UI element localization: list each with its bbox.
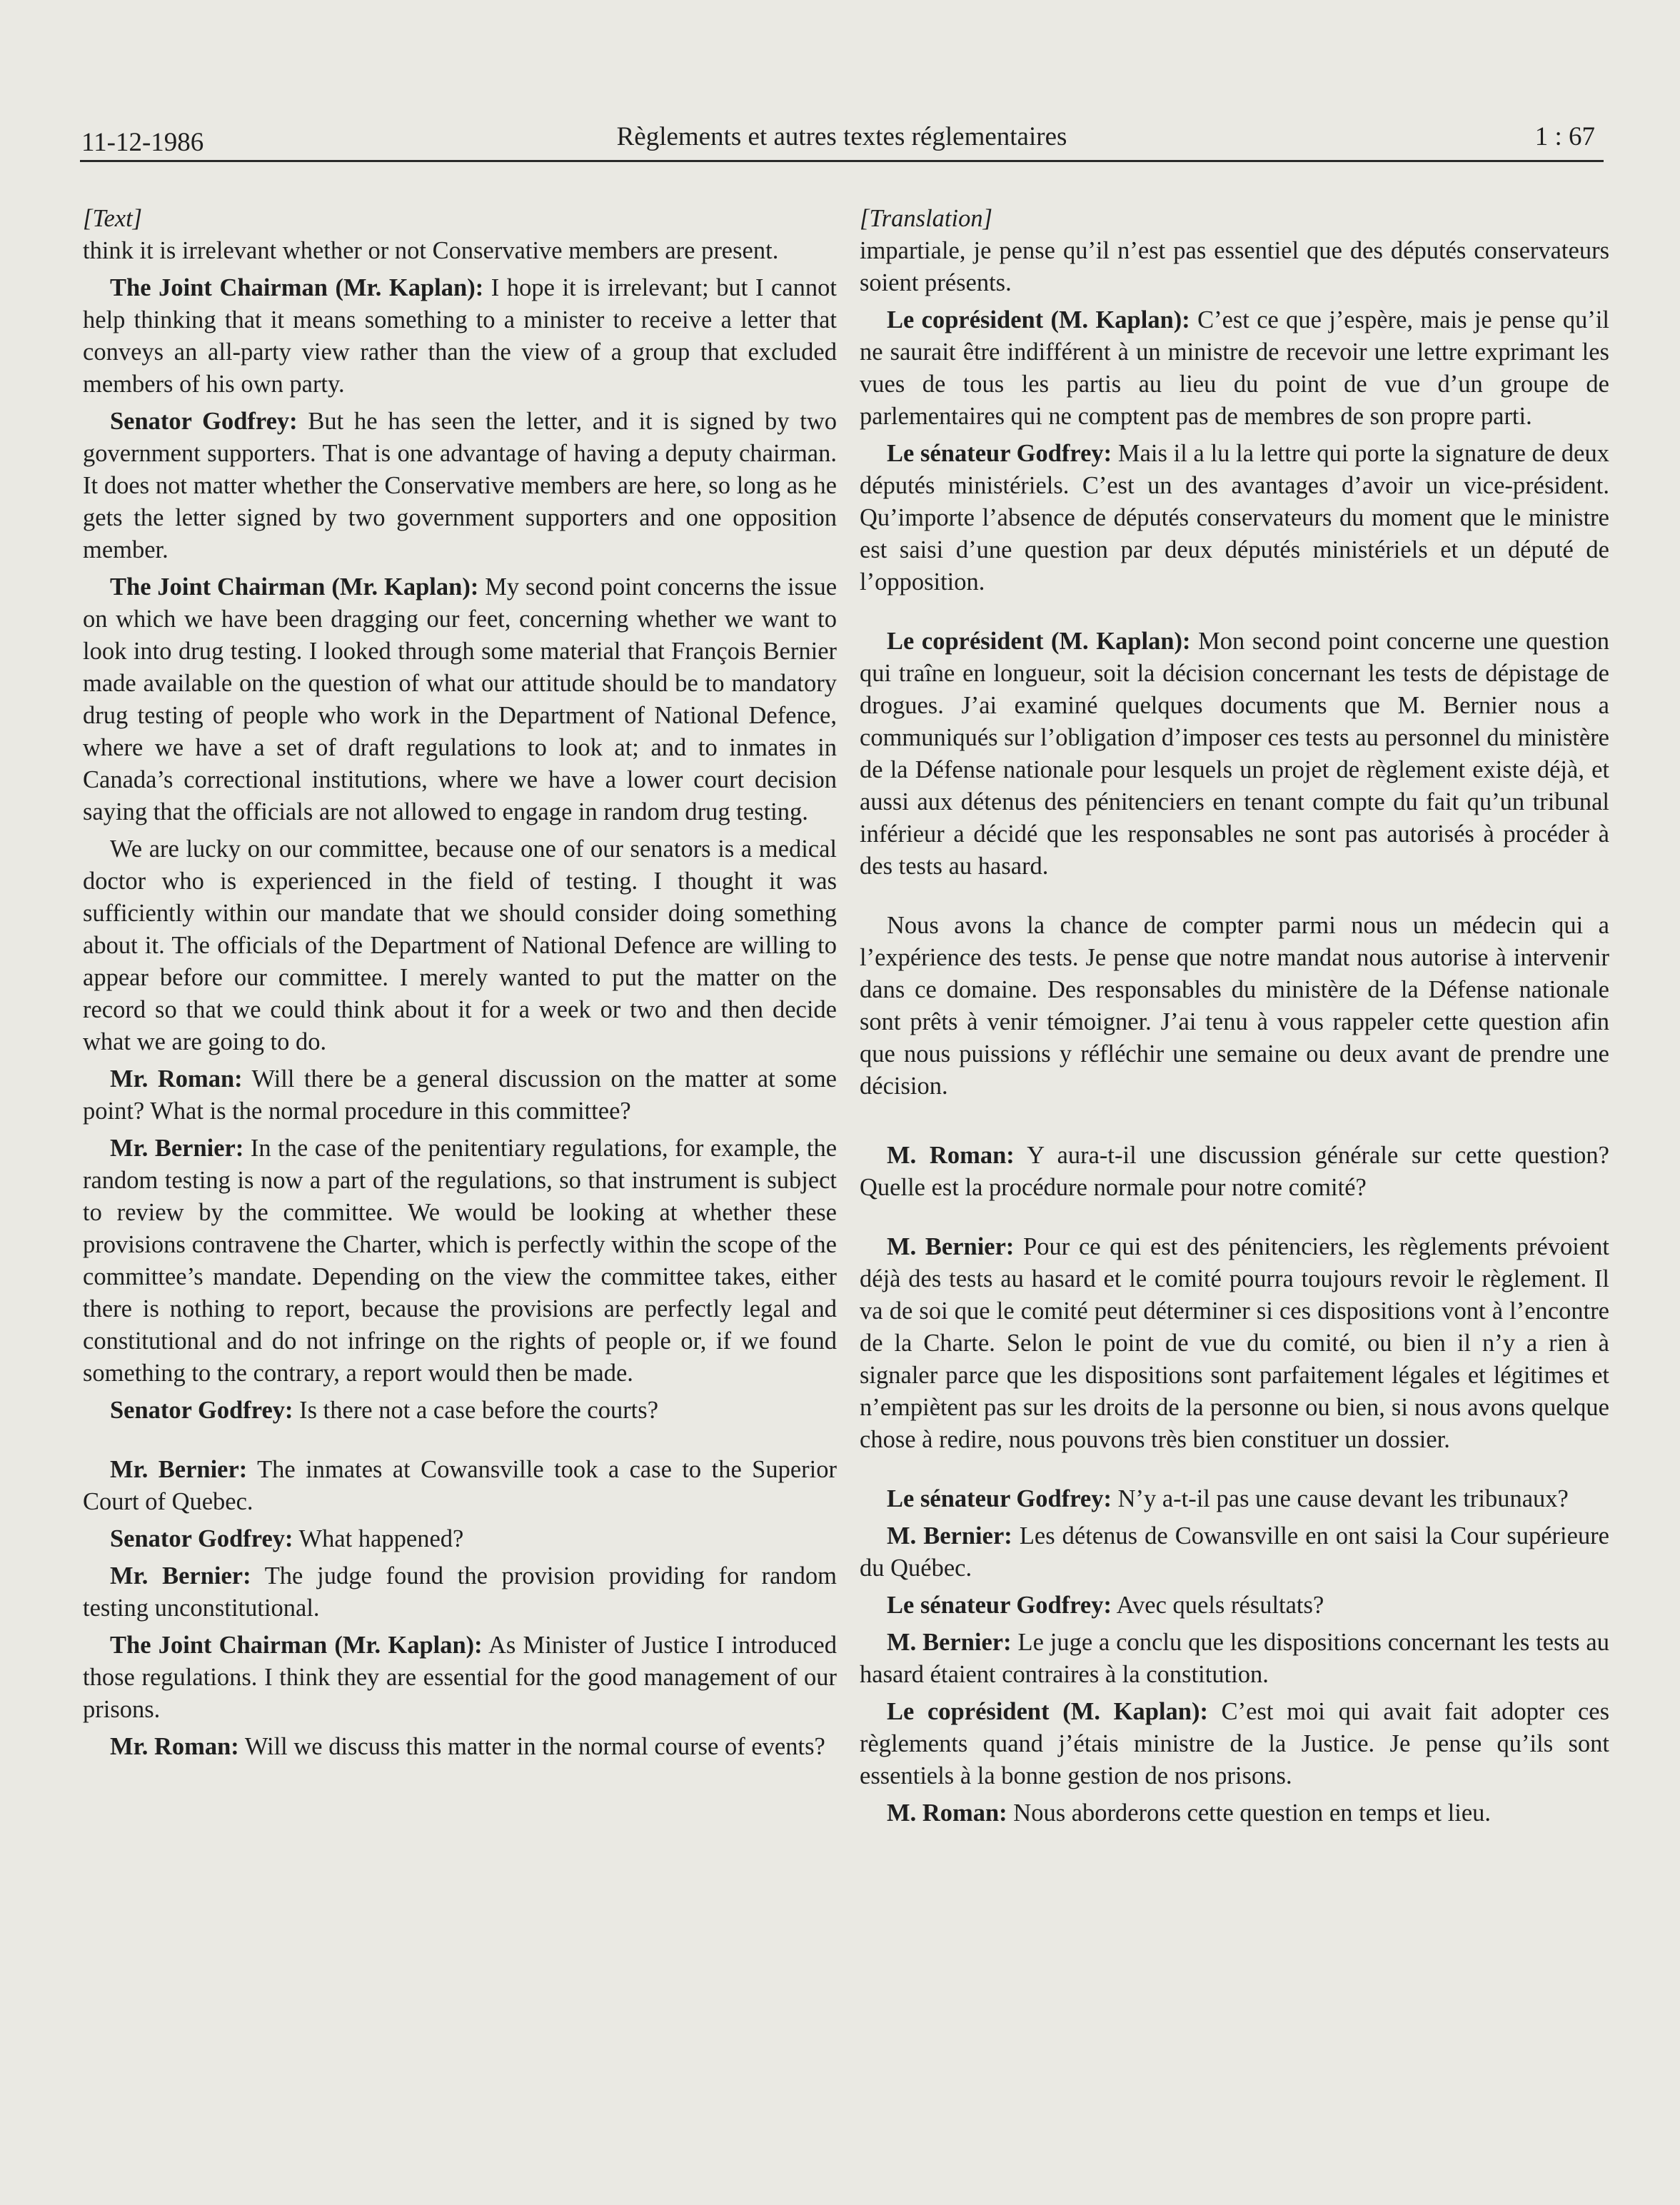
paragraph: Mr. Roman: Will we discuss this matter in the normal course of events? bbox=[110, 1733, 825, 1760]
paragraph: M. Bernier: Le juge a conclu que les dispositions concernant les tests au hasard étaient contraires à la constitution. bbox=[860, 1629, 1609, 1688]
paragraph: Senator Godfrey: Is there not a case before the courts? bbox=[110, 1397, 659, 1424]
paragraph: Mr. Bernier: The inmates at Cowansville took a case to the Superior Court of Quebec. bbox=[83, 1456, 837, 1515]
paragraph: M. Roman: Y aura-t-il une discussion générale sur cette question? Quelle est la procédure normale pour notre comité? bbox=[860, 1142, 1609, 1201]
paragraph: M. Bernier: Pour ce qui est des pénitenciers, les règlements prévoient déjà des tests au hasard et le comité pourra toujours revoir le règlement. Il va de soi que le comité peut déterminer si ces dispositions vont à l’encontre de la Charte. Selon le point de vue du comité, ou bien il n’y a rien à signaler parce que les dispositions sont parfaitement légales et légitimes et n’empiètent pas sur les droits de la personne ou bien, si nous avons quelque chose à redire, nous pouvons très bien constituer un dossier. bbox=[860, 1233, 1610, 1453]
paragraph: The Joint Chairman (Mr. Kaplan): I hope it is irrelevant; but I cannot help thinking that it means something to a minister to receive a letter that conveys an all-party view rather than the view of a group that excluded members of his own party. bbox=[83, 274, 838, 398]
french-column bbox=[860, 197, 1609, 1834]
paragraph: impartiale, je pense qu’il n’est pas essentiel que des députés conservateurs soient présents. bbox=[860, 237, 1609, 296]
paragraph: Senator Godfrey: What happened? bbox=[110, 1525, 464, 1552]
paragraph: Le coprésident (M. Kaplan): C’est ce que j’espère, mais je pense qu’il ne saurait être indifférent à un ministre de recevoir une lettre exprimant les vues de tous les partis au lieu du point de vue d’un groupe de parlementaires qui ne comptent pas de membres de son propre parti. bbox=[860, 306, 1610, 430]
paragraph: Senator Godfrey: But he has seen the letter, and it is signed by two government supporters. That is one advantage of having a deputy chairman. It does not matter whether the Conservative members are here, so long as he gets the letter signed by two government supporters and one opposition member. bbox=[83, 408, 837, 563]
paragraph: The Joint Chairman (Mr. Kaplan): As Minister of Justice I introduced those regulations. I think they are essential for the good management of our prisons. bbox=[83, 1632, 837, 1723]
paragraph: M. Bernier: Les détenus de Cowansville en ont saisi la Cour supérieure du Québec. bbox=[860, 1522, 1609, 1582]
header-date: 11-12-1986 bbox=[81, 128, 204, 157]
paragraph: Mr. Roman: Will there be a general discussion on the matter at some point? What is the normal procedure in this committee? bbox=[83, 1065, 837, 1125]
paragraph: We are lucky on our committee, because one of our senators is a medical doctor who is experienced in the field of testing. I thought it was sufficiently within our mandate that we should consider doing something about it. The officials of the Department of National Defence are willing to appear before our committee. I merely wanted to put the matter on the record so that we could think about it for a week or two and then decide what we are going to do. bbox=[83, 835, 837, 1055]
paragraph: Le sénateur Godfrey: Avec quels résultats? bbox=[887, 1592, 1324, 1619]
paragraph: Le sénateur Godfrey: N’y a-t-il pas une cause devant les tribunaux? bbox=[887, 1485, 1569, 1512]
paragraph: The Joint Chairman (Mr. Kaplan): My second point concerns the issue on which we have been dragging our feet, concerning whether we want to look into drug testing. I looked through some material that François Bernier made available on the question of what our attitude should be to mandatory drug testing of people who work in the Department of National Defence, where we have a set of draft regulations to look at; and to inmates in Canada’s correctional institutions, where we have a lower court decision saying that the officials are not allowed to engage in random drug testing. bbox=[83, 573, 838, 825]
paragraph: Le coprésident (M. Kaplan): Mon second point concerne une question qui traîne en longueur, soit la décision concernant les tests de dépistage de drogues. J’ai examiné quelques documents que M. Bernier nous a communiqués sur l’obligation d’imposer ces tests au personnel du ministère de la Défense nationale pour lesquels un projet de règlement existe déjà, et aussi aux détenus des pénitenciers en tenant compte du fait qu’un tribunal inférieur a décidé que les responsables ne sont pas autorisés à procéder à des tests au hasard. bbox=[860, 628, 1609, 880]
column-label-translation: [Translation] bbox=[860, 205, 993, 232]
paragraph: Nous avons la chance de compter parmi nous un médecin qui a l’expérience des tests. Je pense que notre mandat nous autorise à intervenir dans ce domaine. Des responsables du ministère de la Défense nationale sont prêts à venir témoigner. J’ai tenu à vous rappeler cette question afin que nous puissions y réfléchir une semaine ou deux avant de prendre une décision. bbox=[860, 912, 1609, 1100]
paragraph: M. Roman: Nous aborderons cette question en temps et lieu. bbox=[887, 1799, 1492, 1827]
paragraph: Le sénateur Godfrey: Mais il a lu la lettre qui porte la signature de deux députés ministériels. C’est un des avantages d’avoir un vice-président. Qu’importe l’absence de députés conservateurs du moment que le ministre est saisi d’une question par deux députés ministériels et un député de l’opposition. bbox=[860, 440, 1609, 596]
paragraph: Le coprésident (M. Kaplan): C’est moi qui avait fait adopter ces règlements quand j’étais ministre de la Justice. Je pense qu’ils sont essentiels à la bonne gestion de nos prisons. bbox=[860, 1698, 1609, 1789]
header-title: Règlements et autres textes réglementaires bbox=[616, 122, 1067, 151]
column-label-text: [Text] bbox=[83, 205, 143, 232]
english-column bbox=[83, 197, 837, 1768]
paragraph: Mr. Bernier: The judge found the provision providing for random testing unconstitutional. bbox=[83, 1562, 837, 1622]
paragraph: Mr. Bernier: In the case of the penitentiary regulations, for example, the random testing is now a part of the regulations, so that instrument is subject to review by the committee. We would be looking at whether these provisions contravene the Charter, which is perfectly within the scope of the committee’s mandate. Depending on the view the committee takes, either there is nothing to report, because the provisions are perfectly legal and constitutional and do not infringe on the rights of people or, if we found something to the contrary, a report would then be made. bbox=[83, 1135, 838, 1387]
paragraph: think it is irrelevant whether or not Conservative members are present. bbox=[83, 237, 779, 264]
page-number: 1 : 67 bbox=[1534, 122, 1595, 151]
running-header bbox=[80, 117, 1604, 162]
